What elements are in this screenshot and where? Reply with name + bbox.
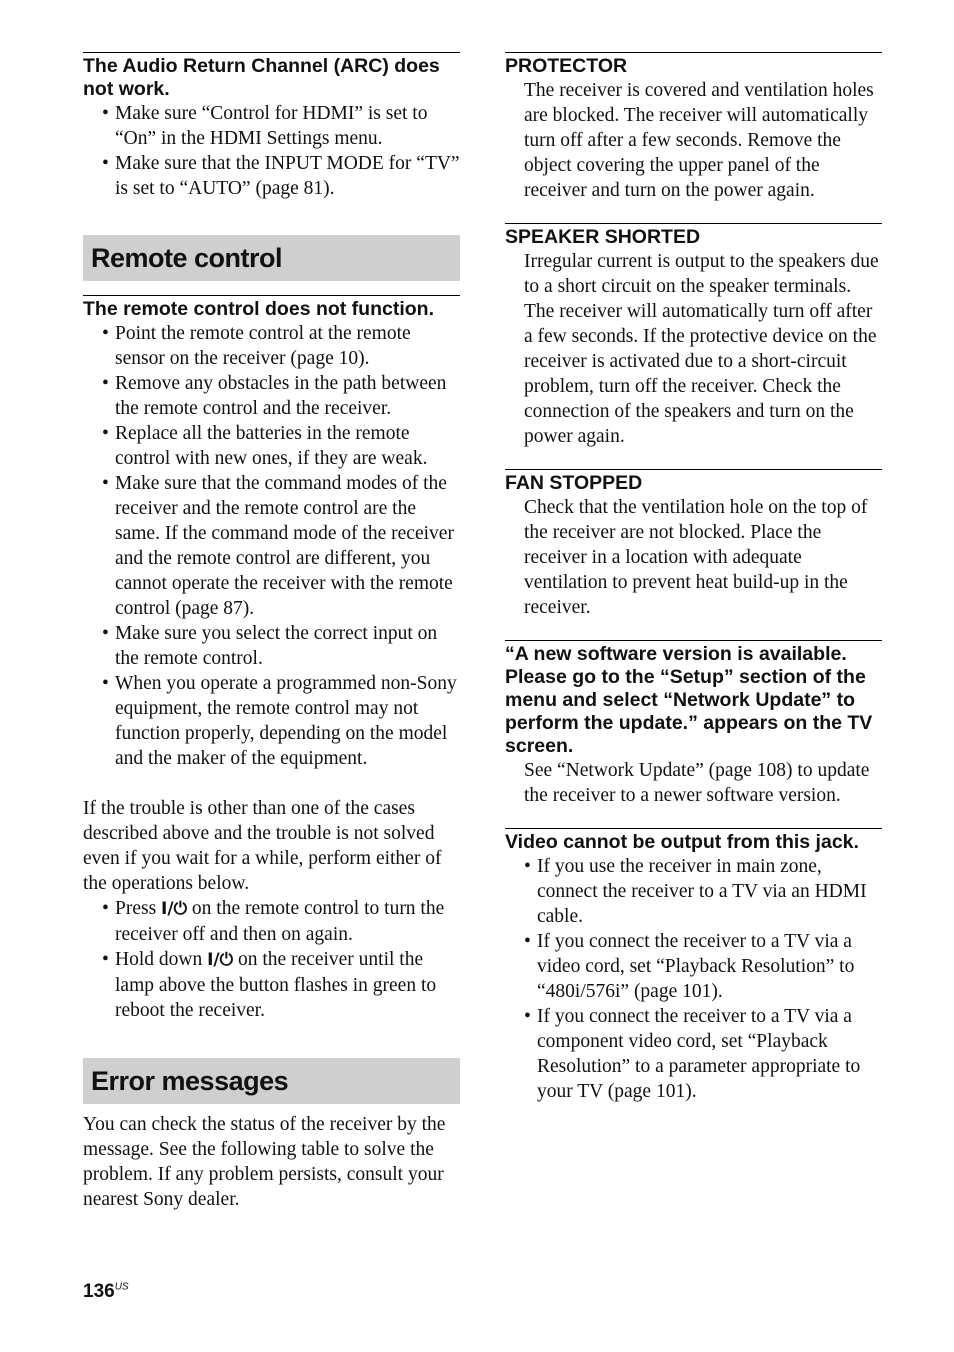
list-item: • Press I/⏻ on the remote control to turn the receiver off and then on again. xyxy=(102,898,445,945)
remote-bullet-list xyxy=(83,321,460,771)
protector-text: The receiver is covered and ventilation holes are blocked. The receiver will automatically turn off after a few seconds. Remove the object covering the upper panel of the receiver and turn on the power again. xyxy=(524,80,874,201)
power-button-icon: I/⏻ xyxy=(207,950,234,970)
list-item: • Hold down I/⏻ on the receiver until the lamp above the button flashes in green to reboot the receiver. xyxy=(102,949,437,1021)
list-item: • Point the remote control at the remote sensor on the receiver (page 10). xyxy=(102,323,411,369)
fan-stopped-text: Check that the ventilation hole on the top of the receiver are not blocked. Place the receiver in a location with adequate ventilation to prevent heat build-up in the receiver. xyxy=(524,497,868,618)
error-messages-section-title: Error messages xyxy=(83,1058,460,1104)
list-item: • Make sure that the INPUT MODE for “TV” is set to “AUTO” (page 81). xyxy=(102,153,460,199)
trouble-paragraph: If the trouble is other than one of the cases described above and the trouble is not solved even if you wait for a while, perform either of the operations below. xyxy=(83,798,442,894)
list-item: • Make sure that the command modes of the receiver and the remote control are the same. If the command mode of the receiver and the remote control are different, you cannot operate the receiver with the remote control (page 87). xyxy=(102,473,454,619)
left-column xyxy=(83,52,460,1212)
remote-heading: The remote control does not function. xyxy=(83,295,460,321)
page-number: $136^{US}$ xyxy=(83,1281,129,1302)
remote-control-section-title: Remote control xyxy=(83,235,460,281)
video-output-heading: Video cannot be output from this jack. xyxy=(505,828,882,854)
video-bullet-list xyxy=(505,854,882,1104)
list-item: • When you operate a programmed non-Sony equipment, the remote control may not function properly, depending on the model and the maker of the equipment. xyxy=(102,673,457,769)
right-column xyxy=(505,52,882,1104)
list-item: • If you connect the receiver to a TV via a video cord, set “Playback Resolution” to “480i/576i” (page 101). xyxy=(524,931,855,1002)
protector-heading: PROTECTOR xyxy=(505,52,882,78)
software-update-heading: “A new software version is available. Please go to the “Setup” section of the menu and select “Network Update” to perform the update.” appears on the TV screen. xyxy=(505,640,882,758)
region-code: US xyxy=(114,1281,129,1293)
speaker-shorted-text: Irregular current is output to the speakers due to a short circuit on the speaker terminals. The receiver will automatically turn off after a few seconds. If the protective device on the receiver is activated due to a short-circuit problem, turn off the receiver. Check the connection of the speakers and turn on the power again. xyxy=(524,251,879,447)
list-item: • If you use the receiver in main zone, connect the receiver to a TV via an HDMI cable. xyxy=(524,856,867,927)
power-button-icon: I/⏻ xyxy=(161,899,188,919)
list-item: • Make sure “Control for HDMI” is set to “On” in the HDMI Settings menu. xyxy=(102,103,428,149)
arc-heading: The Audio Return Channel (ARC) does not work. xyxy=(83,52,460,101)
fan-stopped-heading: FAN STOPPED xyxy=(505,469,882,495)
list-item: • If you connect the receiver to a TV via a component video cord, set “Playback Resolution” to a parameter appropriate to your TV (page 101). xyxy=(524,1006,861,1102)
software-update-text: See “Network Update” (page 108) to update the receiver to a newer software version. xyxy=(524,760,870,806)
arc-bullet-list xyxy=(83,101,460,201)
list-item: • Make sure you select the correct input on the remote control. xyxy=(102,623,438,669)
error-intro-paragraph: You can check the status of the receiver by the message. See the following table to solve the problem. If any problem persists, consult your nearest Sony dealer. xyxy=(83,1114,446,1210)
list-item: • Replace all the batteries in the remote control with new ones, if they are weak. xyxy=(102,423,428,469)
reset-bullet-list xyxy=(83,896,460,1023)
speaker-shorted-heading: SPEAKER SHORTED xyxy=(505,223,882,249)
list-item: • Remove any obstacles in the path between the remote control and the receiver. xyxy=(102,373,447,419)
